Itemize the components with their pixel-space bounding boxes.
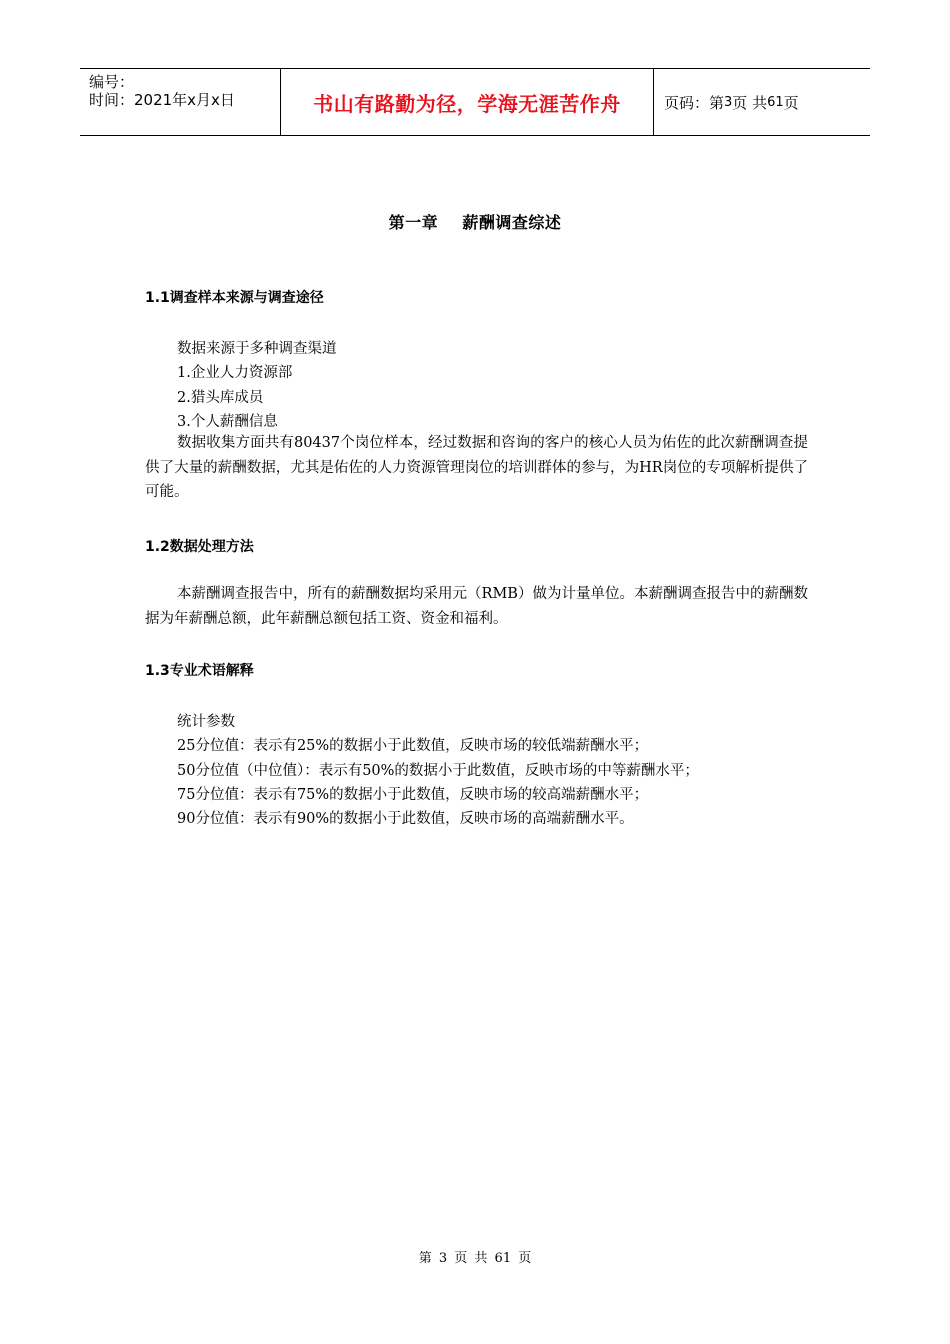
page-footer: 第 3 页 共 61 页 xyxy=(418,1251,532,1266)
header-motto-cell xyxy=(281,69,654,135)
document-header xyxy=(80,68,870,136)
list-item: 50分位值（中位值）：表示有50%的数据小于此数值，反映市场的中等薪酬水平； xyxy=(177,763,699,779)
list-item: 统计参数 xyxy=(177,714,235,730)
serial-number-label: 编号： xyxy=(89,73,135,91)
section-heading-1-3: 1.3专业术语解释 xyxy=(145,663,254,679)
motto-text: 书山有路勤为径，学海无涯苦作舟 xyxy=(313,91,621,116)
list-item: 90分位值：表示有90%的数据小于此数值，反映市场的高端薪酬水平。 xyxy=(177,811,634,827)
chapter-title: 第一章 薪酬调查综述 xyxy=(388,213,562,232)
list-item: 1.企业人力资源部 xyxy=(177,365,293,381)
section-paragraph-1-1: 数据收集方面共有80437个岗位样本，经过数据和咨询的客户的核心人员为佑佐的此次薪酬调查提供了大量的薪酬数据，尤其是佑佐的人力资源管理岗位的培训群体的参与，为HR岗位的专项解析提供了可能。 xyxy=(145,435,808,500)
section-heading-1-1: 1.1调查样本来源与调查途径 xyxy=(145,290,324,306)
page-suffix: 页 xyxy=(783,93,799,112)
page-mid: 页 共 xyxy=(732,93,768,112)
section-paragraph-1-2: 本薪酬调查报告中，所有的薪酬数据均采用元（RMB）做为计量单位。本薪酬调查报告中的薪酬数据为年薪酬总额，此年薪酬总额包括工资、资金和福利。 xyxy=(145,586,808,627)
list-item: 2.猎头库成员 xyxy=(177,390,264,406)
list-item: 数据来源于多种调查渠道 xyxy=(177,341,337,357)
section-heading-1-2: 1.2数据处理方法 xyxy=(145,539,254,555)
list-item: 3.个人薪酬信息 xyxy=(177,414,278,430)
page-current: 3 xyxy=(724,94,733,110)
header-meta-cell xyxy=(80,69,281,135)
page-total: 61 xyxy=(767,94,784,110)
list-item: 75分位值：表示有75%的数据小于此数值，反映市场的较高端薪酬水平； xyxy=(177,787,649,803)
date-label: 时间：2021年x月x日 xyxy=(89,91,235,109)
list-item: 25分位值：表示有25%的数据小于此数值，反映市场的较低端薪酬水平； xyxy=(177,738,649,754)
page-prefix: 页码：第 xyxy=(664,93,725,112)
header-page-cell xyxy=(654,69,870,135)
